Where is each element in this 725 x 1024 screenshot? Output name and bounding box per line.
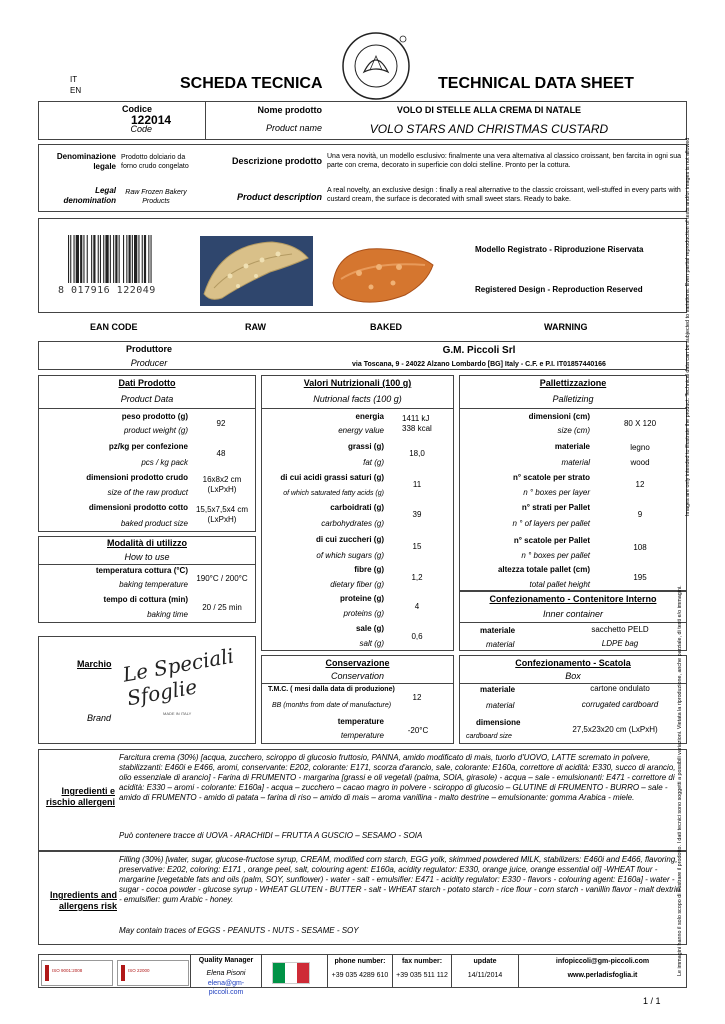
baking-time-label-it: tempo di cottura (min) xyxy=(103,595,188,604)
nutrition-title-en: Nutrional facts (100 g) xyxy=(313,394,402,404)
baked-size-unit: (LxPxH) xyxy=(207,515,237,524)
inner-pack-title-en: Inner container xyxy=(542,609,604,619)
boxes-layer-value: 12 xyxy=(635,480,645,489)
barcode-bar xyxy=(123,235,124,283)
inner-material-it: sacchetto PELD xyxy=(591,625,649,634)
made-in-italy: MADE IN ITALY xyxy=(163,711,192,716)
salt-value: 0,6 xyxy=(411,632,423,641)
sat-fat-value: 11 xyxy=(412,480,422,489)
barcode-bar xyxy=(83,235,84,283)
pcs-label-en: pcs / kg pack xyxy=(141,458,188,467)
product-name-label-it: Nome prodotto xyxy=(257,105,322,115)
barcode-bar xyxy=(87,235,88,283)
raw-size-value: 16x8x2 cm xyxy=(202,475,242,484)
product-name-en: VOLO STARS AND CHRISTMAS CUSTARD xyxy=(369,122,609,136)
legal-label-en: Legal denomination xyxy=(63,186,116,205)
description-it: Una vera novità, un modello esclusivo: finalmente una vera alternativa al classico croissant, ben farcita in ogni sua parte con crema, decorato in superficie con dolci stelline. Pronto per la cottura. xyxy=(327,153,682,169)
boxes-pallet-label-en: n ° boxes per pallet xyxy=(521,551,590,560)
ingredients-label-en: Ingredients and allergens risk xyxy=(49,890,117,911)
barcode-bar xyxy=(70,235,71,283)
code-value: 122014 xyxy=(131,113,172,127)
brand-logo xyxy=(121,643,255,711)
caption-raw: RAW xyxy=(245,322,266,332)
boxes-pallet-label-it: n° scatole per Pallet xyxy=(513,536,590,545)
pallet-material-it: legno xyxy=(630,443,650,452)
pcs-value: 48 xyxy=(216,449,226,458)
ingredients-text-it: Farcitura crema (30%) [acqua, zucchero, sciroppo di glucosio fruttosio, PANNA, amido modificato di mais, tuorlo d'UOVO, LATTE scremato in polvere, stabilizzanti: E460i e E466, aromi, conservante: E202, colorante: E171, scorza d'arancio, sale, colorante: E160a, correttore di acidità: E330, succo di arancio, olio essenziale di arancio] - Farina di FRUMENTO - margarina [grassi e oli vegetali (palma, SOIA, girasole) - acqua – sale - emulsionanti: E471 - correttore di acidità: E330 – aromi - colorante: E160a] - acqua – zucchero – cacao magro in polvere - sciroppo di glucosio – GLUTINE di FRUMENTO - BURRO – sale - amido di FRUMENTO - amido di patata – farina di riso – amido di mais – aroma vanillina - malto destrine – emulsionante: gomma Arabica - miele. xyxy=(119,753,676,802)
pallet-size-value: 80 X 120 xyxy=(623,419,657,428)
barcode-bar xyxy=(68,235,69,283)
ingredients-traces-en: May contain traces of EGGS - PEANUTS - NUTS - SESAME - SOY xyxy=(119,926,359,935)
palletizing-section xyxy=(459,375,687,591)
producer-name: G.M. Piccoli Srl xyxy=(442,345,516,356)
palletizing-title-it: Pallettizzazione xyxy=(539,378,607,388)
boxes-layer-label-en: n ° boxes per layer xyxy=(523,488,590,497)
barcode-bar xyxy=(142,235,143,283)
barcode-bar xyxy=(103,235,104,283)
ingredients-en-section xyxy=(38,851,687,945)
brand-section xyxy=(38,636,256,744)
pallet-material-en: wood xyxy=(630,458,650,467)
box-size-label-en: cardboard size xyxy=(466,733,512,740)
nutrition-section xyxy=(261,375,454,651)
cert-2-text: ISO 22000 xyxy=(128,968,150,973)
caption-warning: WARNING xyxy=(544,322,588,332)
baking-time-label-en: baking time xyxy=(147,610,188,619)
fax-label: fax number: xyxy=(401,958,443,965)
baking-time-value: 20 / 25 min xyxy=(202,603,242,612)
quality-manager-email[interactable]: elena@gm-piccoli.com xyxy=(207,980,245,996)
baking-temp-label-en: baking temperature xyxy=(119,580,188,589)
barcode-bar xyxy=(98,235,99,283)
usage-section xyxy=(38,536,256,623)
barcode-bar xyxy=(91,235,92,283)
cert-1-text: ISO 9001:2008 xyxy=(52,968,83,973)
baked-product-image xyxy=(329,243,439,307)
conservation-title-it: Conservazione xyxy=(325,658,390,668)
producer-address: via Toscana, 9 - 24022 Alzano Lombardo [BG] Italy - C.F. e P.I. IT01857440166 xyxy=(352,361,606,368)
fiber-label-it: fibre (g) xyxy=(354,565,384,574)
tmc-label-it: T.M.C. ( mesi dalla data di produzione) xyxy=(268,686,395,693)
sugars-value: 15 xyxy=(412,542,422,551)
barcode-bar xyxy=(134,235,137,283)
brand-label-en: Brand xyxy=(87,713,112,723)
boxes-layer-label-it: n° scatole per strato xyxy=(513,473,590,482)
page-number: 1 / 1 xyxy=(643,996,661,1006)
layers-label-en: n ° of layers per pallet xyxy=(512,519,590,528)
energy-label-it: energia xyxy=(355,412,384,421)
fat-value: 18,0 xyxy=(409,449,425,458)
pallet-size-label-it: dimensioni (cm) xyxy=(528,412,590,421)
salt-label-en: salt (g) xyxy=(359,639,384,648)
carbs-label-en: carbohydrates (g) xyxy=(321,519,384,528)
pallet-size-label-en: size (cm) xyxy=(557,426,590,435)
images-section xyxy=(38,218,687,313)
weight-label-en: product weight (g) xyxy=(123,426,188,435)
barcode-bar xyxy=(126,235,127,283)
baked-size-label-en: baked product size xyxy=(120,519,188,528)
producer-label-en: Producer xyxy=(130,358,168,368)
perla-quality-seal-icon xyxy=(340,30,412,102)
barcode-bar xyxy=(115,235,117,283)
barcode-bar xyxy=(151,235,152,283)
warning-it: Modello Registrato - Riproduzione Riservata xyxy=(475,245,644,254)
description-label-en: Product description xyxy=(236,192,322,202)
inner-pack-title-it: Confezionamento - Contenitore Interno xyxy=(489,594,657,604)
carbs-label-it: carboidrati (g) xyxy=(330,503,384,512)
code-section xyxy=(38,101,687,140)
layers-value: 9 xyxy=(637,510,643,519)
website[interactable]: www.perladisfoglia.it xyxy=(567,972,638,979)
product-data-title-it: Dati Prodotto xyxy=(118,378,176,388)
energy-kcal: 338 kcal xyxy=(402,424,432,433)
sugars-label-it: di cui zuccheri (g) xyxy=(315,535,384,544)
code-label-it: Codice xyxy=(121,104,152,114)
carbs-value: 39 xyxy=(412,510,422,519)
ingredients-it-section xyxy=(38,749,687,851)
quality-manager-label: Quality Manager xyxy=(198,957,254,964)
inner-pack-section xyxy=(459,591,687,651)
barcode-bar xyxy=(74,235,75,283)
usage-title-it: Modalità di utilizzo xyxy=(107,538,187,548)
weight-value: 92 xyxy=(216,419,226,428)
raw-product-image xyxy=(200,236,313,306)
side-notes xyxy=(676,96,692,976)
raw-size-label-en: size of the raw product xyxy=(107,488,188,497)
pallet-height-value: 195 xyxy=(633,573,647,582)
temperature-label-en: temperature xyxy=(340,731,384,740)
box-material-label-it: materiale xyxy=(480,685,516,694)
fat-label-en: fat (g) xyxy=(363,458,384,467)
product-data-title-en: Product Data xyxy=(120,394,174,404)
barcode-bar xyxy=(93,235,95,283)
barcode-bar xyxy=(110,235,111,283)
baking-temp-label-it: temperatura cottura (°C) xyxy=(95,566,188,575)
barcode-bar xyxy=(100,235,101,283)
layers-label-it: n° strati per Pallet xyxy=(521,503,590,512)
barcode-bar xyxy=(76,235,79,283)
caption-baked: BAKED xyxy=(370,322,403,332)
box-pack-title-it: Confezionamento - Scatola xyxy=(515,658,631,668)
quality-manager-name: Elena Pisoni xyxy=(206,970,246,977)
phone-label: phone number: xyxy=(334,958,386,965)
warning-en: Registered Design - Reproduction Reserved xyxy=(475,285,643,294)
product-name-it: VOLO DI STELLE ALLA CREMA DI NATALE xyxy=(396,105,582,115)
baking-temp-value: 190°C / 200°C xyxy=(196,574,248,583)
raw-size-label-it: dimensioni prodotto crudo xyxy=(86,473,188,482)
boxes-pallet-value: 108 xyxy=(633,543,647,552)
side-note-it: Le immagini hanno il solo scopo di illustrare il prodotto. I dati tecnici sono soggetti a possibili variazioni. Vietata la riproduzione, anche parziale, di testi e/o immagini. xyxy=(677,585,683,976)
barcode-bar xyxy=(129,235,131,283)
energy-kj: 1411 kJ xyxy=(402,414,430,423)
sugars-label-en: of which sugars (g) xyxy=(316,551,384,560)
fiber-value: 1,2 xyxy=(411,573,423,582)
energy-label-en: energy value xyxy=(338,426,384,435)
product-data-section xyxy=(38,375,256,532)
lang-en: EN xyxy=(70,86,82,95)
protein-label-en: proteins (g) xyxy=(343,609,384,618)
pallet-material-label-en: material xyxy=(561,458,590,467)
box-pack-section xyxy=(459,655,687,744)
legal-label-it: Denominazione legale xyxy=(56,152,116,171)
side-note-en: Images are only intended to illustrate the product. Technical data can be subjected to variations. Even partial reproduction of texts and/or images is not allowed xyxy=(685,137,691,516)
fiber-label-en: dietary fiber (g) xyxy=(330,580,384,589)
inner-material-label-it: materiale xyxy=(480,626,516,635)
title-it: SCHEDA TECNICA xyxy=(180,75,323,92)
italian-flag-icon xyxy=(272,962,310,984)
baked-size-value: 15,5x7,5x4 cm xyxy=(195,505,249,514)
description-en: A real novelty, an exclusive design : finally a real alternative to the classic croissant, well-stuffed in every parts with custard cream, the surface is decorated with small sweet stars. Ready to bake. xyxy=(327,187,681,203)
box-size-label-it: dimensione xyxy=(476,718,521,727)
fat-label-it: grassi (g) xyxy=(347,442,384,451)
update-label: update xyxy=(473,958,497,965)
salt-label-it: sale (g) xyxy=(355,624,384,633)
pcs-label-it: pz/kg per confezione xyxy=(108,442,188,451)
legal-value-it: Prodotto dolciario da forno crudo congelato xyxy=(121,154,189,170)
protein-value: 4 xyxy=(414,602,420,611)
barcode-bar xyxy=(80,235,82,283)
brand-logo-text: Le Speciali Sfoglie xyxy=(121,643,236,711)
fax-number: +39 035 511 112 xyxy=(396,972,448,979)
sat-fat-label-it: di cui acidi grassi saturi (g) xyxy=(280,473,384,482)
barcode-bar xyxy=(144,235,146,283)
box-pack-title-en: Box xyxy=(565,671,581,681)
pallet-height-label-en: total pallet height xyxy=(529,580,590,589)
temperature-value: -20°C xyxy=(407,726,429,735)
barcode-bar xyxy=(113,235,114,283)
barcode-digits: 8 017916 122049 xyxy=(58,285,156,296)
footer-section xyxy=(38,954,687,996)
ingredients-label-it: Ingredienti e rischio allergeni xyxy=(45,786,115,807)
baked-size-label-it: dimensioni prodotto cotto xyxy=(88,503,188,512)
certification-badge-2 xyxy=(117,960,189,986)
protein-label-it: proteine (g) xyxy=(340,594,384,603)
tmc-label-en: BB (months from date of manufacture) xyxy=(272,702,392,709)
box-material-label-en: material xyxy=(486,701,515,710)
barcode-icon xyxy=(58,233,180,297)
sat-fat-label-en: of which saturated fatty acids (g) xyxy=(283,490,384,497)
certification-badge-1 xyxy=(41,960,113,986)
ingredients-text-en: Filling (30%) [water, sugar, glucose-fructose syrup, CREAM, modified corn starch, EGG yolk, skimmed powdered MILK, stabilizers: E460i and E466, flavoring, preservative: E202, coloring: E171 , orange peel, salt, colouring agent: E160a, acidity regulator: E330, orange juice, orange essential oil] -WHEAT flour - margarine [vegetable fats and oils (palm, SOY, sunflower) - water - salt - emulsifier: E471 - acidity regulator: E330 - flavors - colouring agent: E160a] - water - sugar - cocoa powder - glucose syrup - WHEAT GLUTEN - BUTTER - salt - WHEAT starch - potato starch - rice flour - corn starch - vanillin flavor - malt dextrin - emulsifier: gum Arabic - honey. xyxy=(119,855,681,904)
tmc-value: 12 xyxy=(412,693,422,702)
box-material-it: cartone ondulato xyxy=(590,684,650,693)
nutrition-title-it: Valori Nutrizionali (100 g) xyxy=(303,378,412,388)
producer-section xyxy=(38,341,687,370)
usage-title-en: How to use xyxy=(124,552,170,562)
phone-number: +39 035 4289 610 xyxy=(331,972,389,979)
pallet-material-label-it: materiale xyxy=(554,442,590,451)
conservation-title-en: Conservation xyxy=(330,671,385,681)
update-date: 14/11/2014 xyxy=(467,972,503,979)
caption-ean: EAN CODE xyxy=(90,322,138,332)
inner-material-en: LDPE bag xyxy=(601,639,639,648)
box-size-value: 27,5x23x20 cm (LxPxH) xyxy=(572,725,658,734)
barcode-bar xyxy=(119,235,120,283)
description-section xyxy=(38,144,687,212)
inner-material-label-en: material xyxy=(486,640,515,649)
code-label-en: Code xyxy=(130,124,152,134)
barcode-bar xyxy=(138,235,139,283)
title-en: TECHNICAL DATA SHEET xyxy=(438,75,634,92)
conservation-section xyxy=(261,655,454,744)
box-material-en: corrugated cardboard xyxy=(581,700,659,709)
pallet-height-label-it: altezza totale pallet (cm) xyxy=(497,565,590,574)
ingredients-traces-it: Può contenere tracce di UOVA - ARACHIDI – FRUTTA A GUSCIO – SESAMO - SOIA xyxy=(119,831,423,840)
lang-it: IT xyxy=(70,75,78,84)
brand-label-it: Marchio xyxy=(77,659,112,669)
description-label-it: Descrizione prodotto xyxy=(231,156,322,166)
raw-size-unit: (LxPxH) xyxy=(207,485,237,494)
product-name-label-en: Product name xyxy=(265,123,322,133)
info-email[interactable]: infopiccoli@gm-piccoli.com xyxy=(555,958,650,965)
temperature-label-it: temperature xyxy=(337,717,384,726)
barcode-bar xyxy=(105,235,108,283)
palletizing-title-en: Palletizing xyxy=(552,394,594,404)
legal-value-en: Raw Frozen Bakery Products xyxy=(125,189,187,205)
barcode-bar xyxy=(148,235,149,283)
barcode-bar xyxy=(132,235,133,283)
weight-label-it: peso prodotto (g) xyxy=(121,412,188,421)
producer-label-it: Produttore xyxy=(126,344,172,354)
